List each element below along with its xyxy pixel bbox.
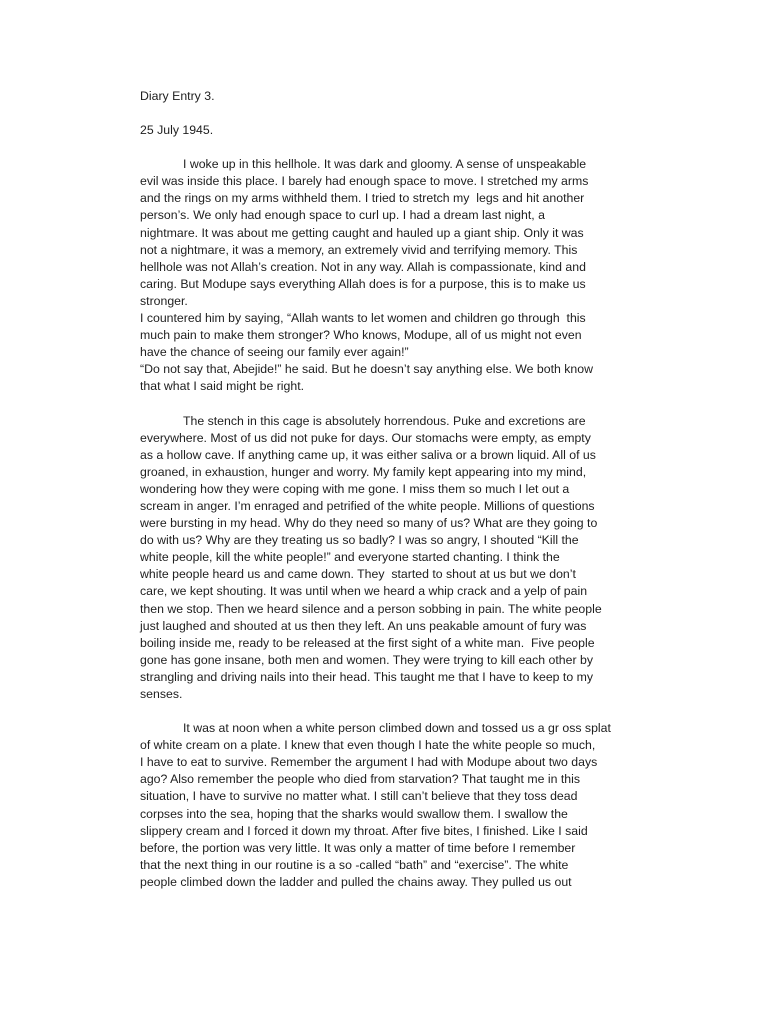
text-line: much pain to make them stronger? Who knows, Modupe, all of us might not even xyxy=(140,328,582,343)
paragraph xyxy=(140,413,638,704)
text-line: nightmare. It was about me getting caught and hauled up a giant ship. Only it was xyxy=(140,225,584,240)
text-line: slippery cream and I forced it down my throat. After five bites, I finished. Like I said xyxy=(140,823,588,838)
paragraph xyxy=(140,156,638,395)
diary-date: 25 July 1945. xyxy=(140,123,214,138)
text-line: corpses into the sea, hoping that the sharks would swallow them. I swallow the xyxy=(140,806,568,821)
text-line: senses. xyxy=(140,687,183,701)
text-line: that the next thing in our routine is a so -called “bath” and “exercise”. The white xyxy=(140,857,569,872)
text-line: ago? Also remember the people who died from starvation? That taught me in this xyxy=(140,772,580,787)
text-line: and the rings on my arms withheld them. I tried to stretch my legs and hit another xyxy=(140,191,585,206)
text-line: situation, I have to survive no matter what. I still can’t believe that they toss dead xyxy=(140,789,578,804)
text-line: It was at noon when a white person climbed down and tossed us a gr oss splat xyxy=(183,721,611,736)
text-line: that what I said might be right. xyxy=(140,379,305,394)
text-line: groaned, in exhaustion, hunger and worry. My family kept appearing into my mind, xyxy=(140,464,587,479)
text-line: do with us? Why are they treating us so badly? I was so angry, I shouted “Kill the xyxy=(140,533,579,548)
text-line: white people heard us and came down. They started to shout at us but we don’t xyxy=(140,567,576,582)
text-line: caring. But Modupe says everything Allah does is for a purpose, this is to make us xyxy=(140,276,586,291)
paragraph xyxy=(140,720,638,891)
text-line: scream in anger. I’m enraged and petrified of the white people. Millions of questions xyxy=(140,498,595,513)
text-line: boiling inside me, ready to be released at the first sight of a white man. Five people xyxy=(140,635,595,650)
text-line: just laughed and shouted at us then they left. An uns peakable amount of fury was xyxy=(140,618,587,633)
text-line: stronger. xyxy=(140,293,188,308)
text-line: evil was inside this place. I barely had enough space to move. I stretched my arms xyxy=(140,174,589,189)
text-line: person’s. We only had enough space to curl up. I had a dream last night, a xyxy=(140,208,545,223)
text-line: I countered him by saying, “Allah wants to let women and children go through this xyxy=(140,311,586,326)
text-line: wondering how they were coping with me gone. I miss them so much I let out a xyxy=(140,481,570,496)
text-line: then we stop. Then we heard silence and a person sobbing in pain. The white people xyxy=(140,601,602,616)
text-line: white people, kill the white people!” and everyone started chanting. I think the xyxy=(140,550,560,565)
text-line: “Do not say that, Abejide!” he said. But he doesn’t say anything else. We both know xyxy=(140,362,593,377)
text-line: before, the portion was very little. It was only a matter of time before I remember xyxy=(140,840,576,855)
text-line: people climbed down the ladder and pulled the chains away. They pulled us out xyxy=(140,874,572,889)
text-line: I have to eat to survive. Remember the argument I had with Modupe about two days xyxy=(140,755,598,770)
text-line: not a nightmare, it was a memory, an extremely vivid and terrifying memory. This xyxy=(140,242,578,257)
text-line: everywhere. Most of us did not puke for days. Our stomachs were empty, as empty xyxy=(140,430,591,445)
text-line: have the chance of seeing our family ever again!” xyxy=(140,345,409,360)
text-line: as a hollow cave. If anything came up, it was either saliva or a brown liquid. All of us xyxy=(140,447,596,462)
text-line: I woke up in this hellhole. It was dark and gloomy. A sense of unspeakable xyxy=(183,157,587,172)
text-line: care, we kept shouting. It was until when we heard a whip crack and a yelp of pain xyxy=(140,584,588,599)
text-line: of white cream on a plate. I knew that even though I hate the white people so much, xyxy=(140,738,596,753)
text-line: gone has gone insane, both men and women. They were trying to kill each other by xyxy=(140,652,593,667)
text-line: hellhole was not Allah’s creation. Not in any way. Allah is compassionate, kind and xyxy=(140,259,586,274)
text-line: The stench in this cage is absolutely horrendous. Puke and excretions are xyxy=(183,413,586,428)
text-line: strangling and driving nails into their head. This taught me that I have to keep to my xyxy=(140,669,593,684)
diary-heading: Diary Entry 3. xyxy=(140,89,215,103)
diary-body xyxy=(140,156,638,891)
text-line: were bursting in my head. Why do they need so many of us? What are they going to xyxy=(140,516,598,531)
